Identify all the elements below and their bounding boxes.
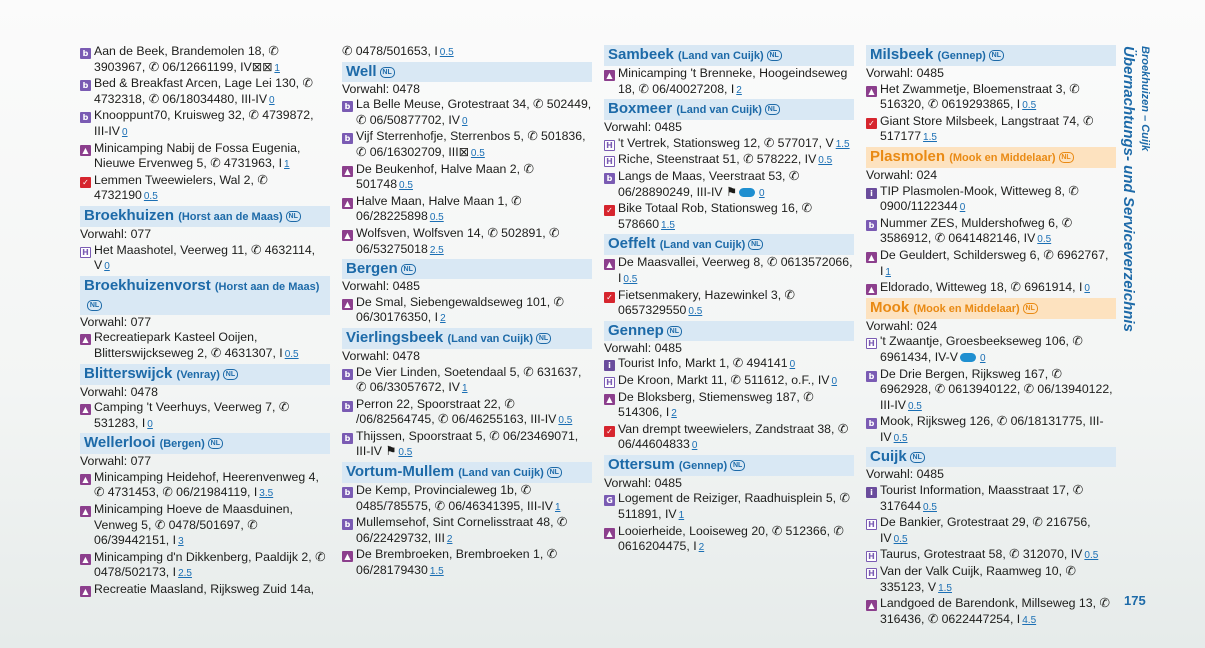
place-name: Boxmeer xyxy=(608,100,673,118)
listing-entry xyxy=(604,422,854,454)
listing-text: Bike Totaal Rob, Stationsweg 16, ✆ 578660 xyxy=(618,201,812,231)
place-name: Sambeek xyxy=(608,46,674,63)
area-code: Vorwahl: 0478 xyxy=(342,348,420,363)
listing-entry xyxy=(80,141,330,173)
distance-value: 2.5 xyxy=(178,568,192,580)
distance-value: 0 xyxy=(121,126,128,138)
listing-entry xyxy=(80,76,330,108)
listing-text: De Smal, Siebengewaldseweg 101, ✆ 06/30176350, I xyxy=(356,294,564,325)
country-nl-icon: NL xyxy=(1059,152,1074,163)
distance-value: 1.5 xyxy=(661,219,675,231)
area-code: Vorwahl: 0485 xyxy=(604,120,682,135)
place-heading xyxy=(80,276,330,315)
listing-text: Perron 22, Spoorstraat 22, ✆ /06/82564745, ✆ 06/46255163, III-IV xyxy=(356,396,557,427)
place-municipality: (Mook en Middelaar) xyxy=(949,151,1056,164)
place-heading xyxy=(604,234,854,255)
listing-text: Van der Valk Cuijk, Raamweg 10, ✆ 335123, V xyxy=(880,564,1076,594)
listing-text: Van drempt tweewielers, Zandstraat 38, ✆ 06/44604833 xyxy=(618,421,849,452)
country-nl-icon: NL xyxy=(401,264,416,275)
page-number: 175 xyxy=(1124,593,1146,608)
distance-value: 4.5 xyxy=(1022,614,1037,626)
listing-text: Wolfsven, Wolfsven 14, ✆ 502891, ✆ 06/53275018 xyxy=(356,225,560,256)
country-nl-icon: NL xyxy=(223,369,238,380)
distance-value: 0 xyxy=(979,352,986,364)
listing-text: Eldorado, Witteweg 18, ✆ 6961914, I xyxy=(880,280,1083,295)
distance-value: 0.5 xyxy=(623,273,638,285)
listing-entry xyxy=(80,44,330,76)
listing-entry xyxy=(80,470,330,502)
area-code: Vorwahl: 077 xyxy=(80,314,152,329)
listing-text: De Kroon, Markt 11, ✆ 511612, o.F., IV xyxy=(618,372,830,387)
listing-entry xyxy=(80,108,330,140)
listing-entry xyxy=(80,502,330,550)
guesthouse-icon: G xyxy=(604,495,615,506)
distance-value: 0 xyxy=(1084,283,1090,295)
listing-entry xyxy=(866,82,1116,114)
area-code: Vorwahl: 024 xyxy=(866,167,938,182)
place-name: Broekhuizenvorst xyxy=(84,276,211,294)
listing-entry xyxy=(604,524,854,556)
bb-icon: b xyxy=(80,48,91,59)
listing-entry xyxy=(342,44,592,61)
listing-text: De Bloksberg, Stiemensweg 187, ✆ 514306, I xyxy=(618,389,814,420)
country-nl-icon: NL xyxy=(767,50,782,61)
listing-text: Fietsenmakery, Hazewinkel 3, ✆ 0657329550 xyxy=(618,287,795,318)
listing-entry xyxy=(866,114,1116,146)
country-nl-icon: NL xyxy=(208,438,223,449)
distance-value: 2 xyxy=(671,408,677,420)
country-nl-icon: NL xyxy=(380,67,395,78)
listing-entry xyxy=(604,356,854,373)
bb-icon: b xyxy=(342,401,353,412)
listing-text: Lemmen Tweewielers, Wal 2, ✆ 4732190 xyxy=(94,172,268,203)
place-heading xyxy=(866,298,1116,319)
listing-text: Tourist Info, Markt 1, ✆ 494141 xyxy=(618,356,788,371)
country-nl-icon: NL xyxy=(87,300,102,311)
area-code: Vorwahl: 0485 xyxy=(604,475,682,490)
distance-value: 1.5 xyxy=(938,582,952,594)
camping-icon: ▲ xyxy=(866,86,877,97)
listing-entry xyxy=(342,515,592,547)
bb-icon: b xyxy=(342,433,353,444)
listing-text: De Maasvallei, Veerweg 8, ✆ 0613572066, I xyxy=(618,255,853,285)
listing-text: Nummer ZES, Muldershofweg 6, ✆ 3586912, ✆ 0641482146, IV xyxy=(880,215,1073,246)
section-sidebar xyxy=(1118,46,1158,332)
listing-text: Thijssen, Spoorstraat 5, ✆ 06/23469071, III-IV ⚑ xyxy=(356,428,579,459)
distance-value: 0.5 xyxy=(439,47,454,58)
bb-icon: b xyxy=(866,371,877,382)
distance-value: 0.5 xyxy=(1037,234,1052,246)
distance-value: 0 xyxy=(691,440,698,452)
distance-value: 0 xyxy=(147,418,153,430)
camping-icon: ▲ xyxy=(80,586,91,597)
place-name: Blitterswijck xyxy=(84,364,173,382)
listing-text: De Brembroeken, Brembroeken 1, ✆ 06/28179430 xyxy=(356,547,557,578)
distance-value: 0.5 xyxy=(907,400,922,412)
place-municipality: (Land van Cuijk) xyxy=(458,467,544,480)
listing-entry xyxy=(604,201,854,233)
ebike-charging-icon xyxy=(960,353,976,362)
listing-text: De Drie Bergen, Rijksweg 167, ✆ 6962928, ✆ 0613940122, ✆ 06/13940122, III-IV xyxy=(880,366,1113,412)
place-municipality: (Bergen) xyxy=(159,438,205,451)
listing-text: Vijf Sterrenhofje, Sterrenbos 5, ✆ 501836, ✆ 06/16302709, III⊠ xyxy=(356,129,586,159)
hotel-icon: H xyxy=(866,551,877,562)
place-heading xyxy=(604,45,854,66)
hotel-icon: H xyxy=(80,247,91,258)
camping-icon: ▲ xyxy=(866,600,877,611)
distance-value: 0 xyxy=(269,94,275,106)
distance-value: 0 xyxy=(104,261,110,273)
listing-entry xyxy=(80,243,330,275)
listing-text: Minicamping Hoeve de Maasduinen, Venweg 5, ✆ 0478/501697, ✆ 06/39442151, I xyxy=(94,502,293,548)
listing-entry xyxy=(866,547,1116,564)
distance-value: 1 xyxy=(885,266,891,278)
place-heading xyxy=(342,259,592,279)
listing-entry xyxy=(604,491,854,523)
listing-entry xyxy=(866,367,1116,415)
place-heading xyxy=(604,321,854,341)
distance-value: 2 xyxy=(698,542,705,554)
listing-text: Looierheide, Looiseweg 20, ✆ 512366, ✆ 0616204475, I xyxy=(618,523,844,554)
listing-text: Langs de Maas, Veerstraat 53, ✆ 06/28890249, III-IV ⚑ xyxy=(618,168,800,199)
distance-value: 0 xyxy=(831,375,838,387)
sidebar-title: Übernachtungs- und Serviceverzeichnis xyxy=(1120,46,1137,332)
listing-text: De Bankier, Grotestraat 29, ✆ 216756, IV xyxy=(880,515,1091,545)
camping-icon: ▲ xyxy=(80,145,91,156)
camping-icon: ▲ xyxy=(342,166,353,177)
distance-value: 2.5 xyxy=(429,244,444,256)
place-municipality: (Land van Cuijk) xyxy=(678,50,764,62)
distance-value: 2 xyxy=(736,84,742,96)
distance-value: 1.5 xyxy=(835,138,850,150)
camping-icon: ▲ xyxy=(866,252,877,263)
distance-value: 3.5 xyxy=(259,488,274,500)
distance-value: 0.5 xyxy=(558,415,573,427)
listing-entry xyxy=(342,162,592,194)
distance-value: 0.5 xyxy=(398,447,413,459)
listing-entry xyxy=(342,194,592,226)
place-name: Broekhuizen xyxy=(84,206,175,224)
place-name: Wellerlooi xyxy=(84,434,156,452)
bike-shop-icon: ✓ xyxy=(866,118,877,129)
listing-entry xyxy=(80,582,330,598)
distance-value: 0.5 xyxy=(470,147,485,159)
country-nl-icon: NL xyxy=(286,211,301,222)
place-name: Milsbeek xyxy=(870,46,934,63)
listing-entry xyxy=(866,248,1116,280)
place-heading xyxy=(604,455,854,476)
listing-entry xyxy=(866,184,1116,216)
listing-entry xyxy=(866,483,1116,515)
distance-value: 0.5 xyxy=(284,348,299,360)
distance-value: 0 xyxy=(461,115,468,127)
country-nl-icon: NL xyxy=(989,50,1004,61)
listing-text: Landgoed de Barendonk, Millseweg 13, ✆ 316436, ✆ 0622447254, I xyxy=(880,596,1110,626)
place-name: Mook xyxy=(870,298,910,316)
place-name: Plasmolen xyxy=(870,147,946,165)
bb-icon: b xyxy=(342,487,353,498)
listing-entry xyxy=(342,97,592,129)
distance-value: 0.5 xyxy=(429,212,444,224)
listing-text: 't Vertrek, Stationsweg 12, ✆ 577017, V xyxy=(618,135,834,150)
listing-text: Minicamping 't Brenneke, Hoogeindseweg 18, ✆ 06/40027208, I xyxy=(618,66,848,96)
place-name: Vierlingsbeek xyxy=(346,328,444,346)
place-municipality: (Horst aan de Maas) xyxy=(178,210,283,223)
listing-entry xyxy=(604,66,854,98)
listing-entry xyxy=(342,483,592,515)
bb-icon: b xyxy=(342,369,353,380)
camping-icon: ▲ xyxy=(604,528,615,539)
listing-entry xyxy=(342,365,592,397)
ebike-charging-icon xyxy=(739,188,755,197)
distance-value: 0.5 xyxy=(1084,550,1099,562)
listing-text: Mullemsehof, Sint Cornelisstraat 48, ✆ 06/22429732, III xyxy=(356,515,568,545)
hotel-icon: H xyxy=(604,156,615,167)
distance-value: 1 xyxy=(461,383,468,395)
listing-entry xyxy=(604,255,854,287)
bike-shop-icon: ✓ xyxy=(604,292,615,303)
bb-icon: b xyxy=(80,80,91,91)
place-heading xyxy=(866,447,1116,467)
distance-value: 0 xyxy=(959,202,966,214)
camping-icon: ▲ xyxy=(80,554,91,565)
bb-icon: b xyxy=(866,220,877,231)
listing-entry xyxy=(80,330,330,362)
place-heading xyxy=(80,364,330,385)
area-code: Vorwahl: 0485 xyxy=(866,66,944,80)
listing-text: Recreatiepark Kasteel Ooijen, Blitterswijckseweg 2, ✆ 4631307, I xyxy=(94,330,283,360)
listing-text: Giant Store Milsbeek, Langstraat 74, ✆ 517177 xyxy=(880,113,1094,144)
distance-value: 0.5 xyxy=(688,306,703,318)
place-municipality: (Gennep) xyxy=(937,50,986,62)
listing-entry xyxy=(342,295,592,327)
camping-icon: ▲ xyxy=(866,284,877,295)
bike-shop-icon: ✓ xyxy=(604,205,615,216)
place-municipality: (Land van Cuijk) xyxy=(659,239,746,252)
listing-entry xyxy=(604,390,854,422)
place-name: Oeffelt xyxy=(608,235,656,253)
camping-icon: ▲ xyxy=(80,506,91,517)
listing-entry xyxy=(80,550,330,582)
listing-text: Recreatie Maasland, Rijksweg Zuid 14a, xyxy=(94,582,315,597)
place-municipality: (Gennep) xyxy=(678,459,728,472)
place-heading xyxy=(866,45,1116,66)
listing-entry xyxy=(604,152,854,169)
listing-entry xyxy=(866,334,1116,366)
listing-entry xyxy=(866,596,1116,628)
listing-text: Minicamping Heidehof, Heerenvenweg 4, ✆ 4731453, ✆ 06/21984119, I xyxy=(94,469,319,500)
camping-icon: ▲ xyxy=(342,198,353,209)
place-name: Vortum-Mullem xyxy=(346,463,455,481)
bb-icon: b xyxy=(866,418,877,429)
listing-text: Knooppunt70, Kruisweg 32, ✆ 4739872, III-IV xyxy=(94,108,314,138)
listing-text: De Vier Linden, Soetendaal 5, ✆ 631637, ✆ 06/33057672, IV xyxy=(356,364,582,395)
area-code: Vorwahl: 0485 xyxy=(342,279,420,294)
listing-entry xyxy=(342,547,592,579)
listing-text: Riche, Steenstraat 51, ✆ 578222, IV xyxy=(618,152,817,167)
country-nl-icon: NL xyxy=(748,239,763,250)
hotel-icon: H xyxy=(866,568,877,579)
place-municipality: (Venray) xyxy=(176,368,220,381)
place-heading xyxy=(342,462,592,483)
distance-value: 2 xyxy=(440,313,446,325)
info-icon: i xyxy=(866,487,877,498)
listing-entry xyxy=(866,414,1116,446)
listing-text: TIP Plasmolen-Mook, Witteweg 8, ✆ 0900/1122344 xyxy=(880,183,1079,214)
listing-text: Het Maashotel, Veerweg 11, ✆ 4632114, V xyxy=(94,242,316,273)
country-nl-icon: NL xyxy=(667,326,682,337)
listing-text: De Geuldert, Schildersweg 6, ✆ 6962767, I xyxy=(880,247,1109,278)
listing-entry xyxy=(604,136,854,153)
listing-entry xyxy=(866,564,1116,596)
distance-value: 0.5 xyxy=(1022,100,1037,112)
listing-entry xyxy=(342,226,592,258)
listing-text: Logement de Reiziger, Raadhuisplein 5, ✆ 511891, IV xyxy=(618,491,850,522)
listing-text: 't Zwaantje, Groesbeekseweg 106, ✆ 6961434, IV-V xyxy=(880,334,1083,364)
distance-value: 2 xyxy=(446,533,453,545)
distance-value: 1.5 xyxy=(923,132,937,144)
listing-entry xyxy=(604,288,854,320)
listing-entry xyxy=(866,280,1116,297)
listing-text: Aan de Beek, Brandemolen 18, ✆ 3903967, ✆ 06/12661199, IV⊠⊠ xyxy=(94,44,279,74)
distance-value: 1 xyxy=(274,62,280,74)
column-4 xyxy=(866,44,1116,628)
listing-entry xyxy=(342,129,592,161)
camping-icon: ▲ xyxy=(80,474,91,485)
place-municipality: (Land van Cuijk) xyxy=(676,104,762,117)
listing-entry xyxy=(80,173,330,205)
place-heading xyxy=(80,433,330,454)
area-code: Vorwahl: 0485 xyxy=(866,467,944,482)
listing-entry xyxy=(80,400,330,432)
place-heading xyxy=(342,62,592,82)
distance-value: 0.5 xyxy=(399,180,413,192)
listing-text: Minicamping Nabij de Fossa Eugenia, Nieuwe Ervenweg 5, ✆ 4731963, I xyxy=(94,140,301,171)
distance-value: 0 xyxy=(759,187,765,199)
place-heading xyxy=(604,99,854,120)
listing-text: Halve Maan, Halve Maan 1, ✆ 06/28225898 xyxy=(356,193,522,224)
distance-value: 0.5 xyxy=(818,155,833,167)
listing-entry xyxy=(866,515,1116,547)
place-heading xyxy=(866,147,1116,168)
listing-text: De Kemp, Provincialeweg 1b, ✆ 0485/785575, ✆ 06/46341395, III-IV xyxy=(356,483,553,513)
listing-text: Tourist Information, Maasstraat 17, ✆ 317644 xyxy=(880,483,1084,513)
place-municipality: (Land van Cuijk) xyxy=(447,332,534,345)
distance-value: 1 xyxy=(678,510,685,522)
hotel-icon: H xyxy=(604,140,615,151)
country-nl-icon: NL xyxy=(765,104,780,115)
distance-value: 1 xyxy=(284,159,290,171)
bike-shop-icon: ✓ xyxy=(604,426,615,437)
camping-icon: ▲ xyxy=(80,334,91,345)
distance-value: 3 xyxy=(178,536,184,548)
listing-text: Bed & Breakfast Arcen, Lage Lei 130, ✆ 4732318, ✆ 06/18034480, III-IV xyxy=(94,76,313,106)
area-code: Vorwahl: 0485 xyxy=(604,340,682,355)
listing-entry xyxy=(866,216,1116,248)
bike-shop-icon: ✓ xyxy=(80,177,91,188)
area-code: Vorwahl: 077 xyxy=(80,454,152,469)
country-nl-icon: NL xyxy=(730,460,745,471)
hotel-icon: H xyxy=(866,338,877,349)
camping-icon: ▲ xyxy=(342,230,353,241)
distance-value: 1.5 xyxy=(429,566,444,578)
place-heading xyxy=(80,206,330,227)
place-municipality: (Horst aan de Maas) xyxy=(214,280,320,293)
distance-value: 0.5 xyxy=(893,533,908,545)
listing-text: Camping 't Veerhuys, Veerweg 7, ✆ 531283, I xyxy=(94,400,290,430)
listing-text: Het Zwammetje, Bloemenstraat 3, ✆ 516320, ✆ 0619293865, I xyxy=(880,81,1080,112)
place-name: Cuijk xyxy=(870,448,907,466)
area-code: Vorwahl: 0478 xyxy=(342,81,420,96)
listing-text: De Beukenhof, Halve Maan 2, ✆ 501748 xyxy=(356,161,534,192)
camping-icon: ▲ xyxy=(342,551,353,562)
country-nl-icon: NL xyxy=(536,333,551,344)
listing-entry xyxy=(604,373,854,390)
country-nl-icon: NL xyxy=(547,467,562,478)
camping-icon: ▲ xyxy=(80,404,91,415)
bb-icon: b xyxy=(604,173,615,184)
column-1 xyxy=(80,44,330,598)
tip-icon: i xyxy=(866,188,877,199)
camping-icon: ▲ xyxy=(604,70,615,81)
distance-value: 0 xyxy=(789,359,796,371)
hotel-icon: H xyxy=(604,377,615,388)
listing-text: ✆ 0478/501653, I xyxy=(342,44,438,58)
distance-value: 0.5 xyxy=(143,191,158,203)
place-heading xyxy=(342,328,592,349)
bb-icon: b xyxy=(342,101,353,112)
place-name: Ottersum xyxy=(608,455,675,473)
bb-icon: b xyxy=(342,133,353,144)
listing-text: Minicamping d'n Dikkenberg, Paaldijk 2, ✆ 0478/502173, I xyxy=(94,549,326,580)
listing-text: Mook, Rijksweg 126, ✆ 06/18131775, III-IV xyxy=(880,414,1104,444)
place-municipality: (Mook en Middelaar) xyxy=(913,302,1020,315)
info-icon: i xyxy=(604,360,615,371)
listing-text: La Belle Meuse, Grotestraat 34, ✆ 502449, ✆ 06/50877702, IV xyxy=(356,97,592,127)
sidebar-subtitle: Broekhuizen – Cuijk xyxy=(1139,46,1151,152)
country-nl-icon: NL xyxy=(910,452,925,463)
camping-icon: ▲ xyxy=(604,259,615,270)
place-name: Bergen xyxy=(346,260,398,278)
bb-icon: b xyxy=(80,112,91,123)
area-code: Vorwahl: 024 xyxy=(866,318,938,333)
listing-entry xyxy=(604,169,854,201)
bb-icon: b xyxy=(342,519,353,530)
place-name: Gennep xyxy=(608,321,664,339)
column-3 xyxy=(604,44,854,556)
place-name: Well xyxy=(346,62,377,80)
country-nl-icon: NL xyxy=(1023,303,1038,314)
listing-entry xyxy=(342,429,592,461)
camping-icon: ▲ xyxy=(342,299,353,310)
column-2 xyxy=(342,44,592,580)
distance-value: 0.5 xyxy=(923,501,937,513)
area-code: Vorwahl: 0478 xyxy=(80,384,158,399)
distance-value: 1 xyxy=(554,501,561,513)
listing-text: Taurus, Grotestraat 58, ✆ 312070, IV xyxy=(880,547,1083,562)
area-code: Vorwahl: 077 xyxy=(80,226,152,241)
listing-entry xyxy=(342,397,592,429)
hotel-icon: H xyxy=(866,519,877,530)
distance-value: 0.5 xyxy=(893,432,908,444)
camping-icon: ▲ xyxy=(604,394,615,405)
